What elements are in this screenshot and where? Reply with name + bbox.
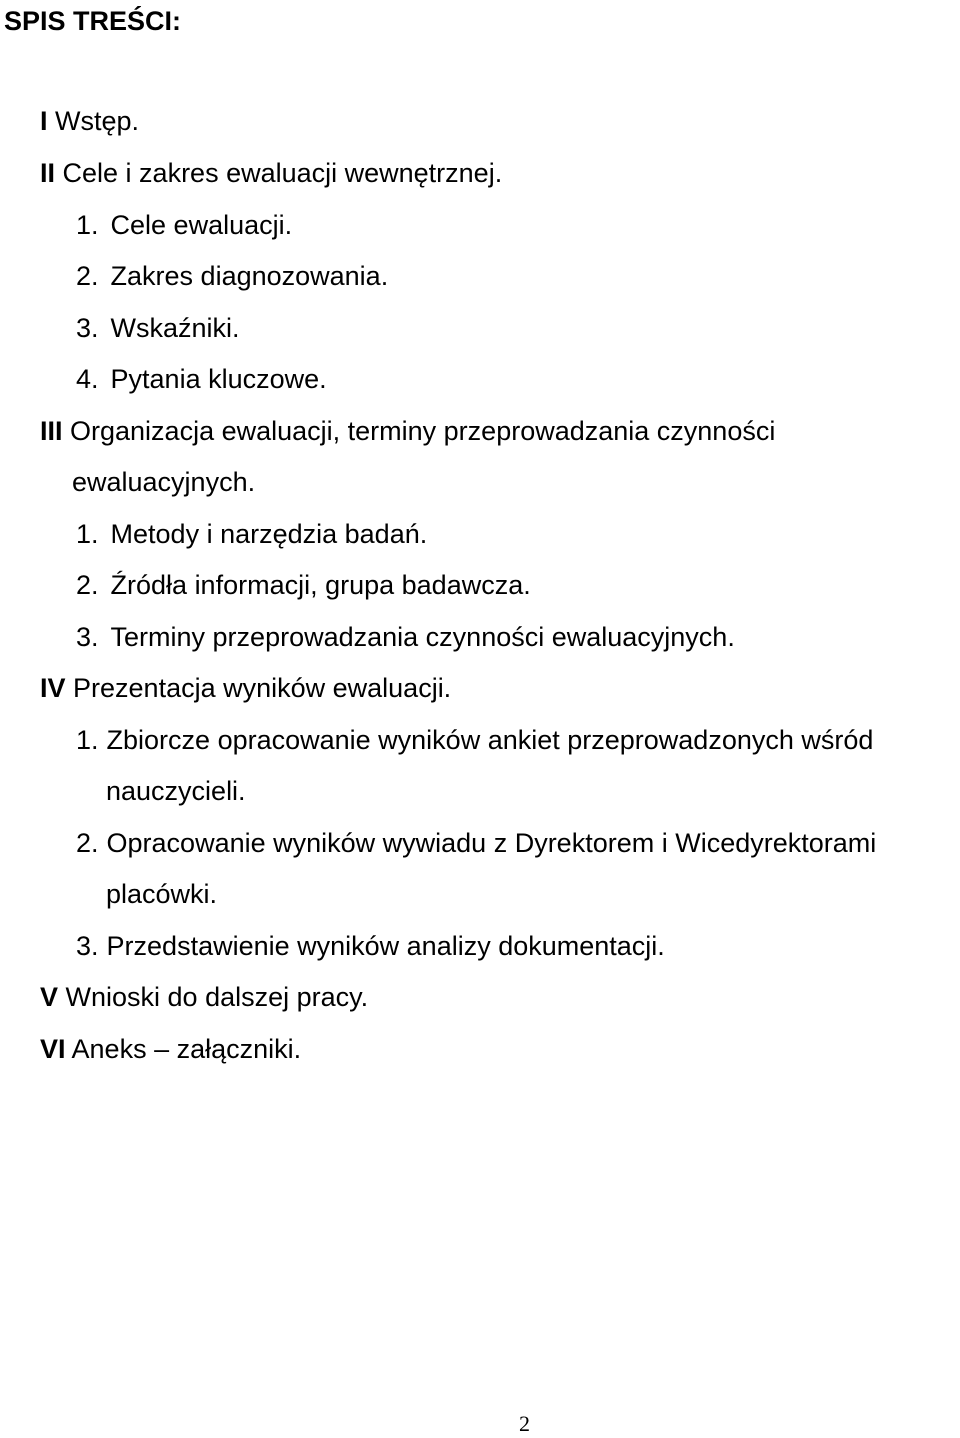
toc-text: Pytania kluczowe. bbox=[110, 364, 327, 394]
toc-entry-3-1 bbox=[76, 517, 427, 551]
toc-entry-4-2 bbox=[76, 826, 876, 860]
toc-roman: V bbox=[40, 982, 59, 1012]
toc-entry-1 bbox=[40, 104, 139, 138]
toc-text: Wskaźniki. bbox=[110, 313, 240, 343]
toc-number: 1. bbox=[76, 210, 99, 240]
toc-text: Aneks – załączniki. bbox=[65, 1034, 302, 1064]
toc-text: Źródła informacji, grupa badawcza. bbox=[110, 570, 531, 600]
toc-number: 3. bbox=[76, 622, 99, 652]
toc-entry-2-4 bbox=[76, 362, 327, 396]
toc-entry-3-continuation bbox=[72, 465, 255, 499]
toc-entry-2-2 bbox=[76, 259, 388, 293]
toc-entry-3 bbox=[40, 414, 775, 448]
toc-text: Wstęp. bbox=[47, 106, 140, 136]
toc-entry-4-3 bbox=[76, 929, 665, 963]
toc-text: Wnioski do dalszej pracy. bbox=[58, 982, 369, 1012]
toc-number: 2. bbox=[76, 261, 99, 291]
page-title: SPIS TREŚCI: bbox=[4, 6, 182, 36]
toc-entry-3-3 bbox=[76, 620, 735, 654]
toc-number: 3. bbox=[76, 931, 99, 961]
toc-text: Organizacja ewaluacji, terminy przeprowadzania czynności bbox=[62, 416, 776, 446]
toc-entry-2 bbox=[40, 156, 502, 190]
toc-number: 4. bbox=[76, 364, 99, 394]
toc-text: Cele ewaluacji. bbox=[110, 210, 293, 240]
toc-number: 3. bbox=[76, 313, 99, 343]
toc-entry-2-3 bbox=[76, 311, 240, 345]
toc-text: Przedstawienie wyników analizy dokumentacji. bbox=[106, 931, 665, 961]
toc-text: Cele i zakres ewaluacji wewnętrznej. bbox=[55, 158, 503, 188]
toc-text: ewaluacyjnych. bbox=[72, 467, 256, 497]
toc-number: 2. bbox=[76, 570, 99, 600]
toc-number: 1. bbox=[76, 725, 99, 755]
toc-entry-5 bbox=[40, 980, 368, 1014]
toc-entry-4-1-continuation bbox=[106, 774, 246, 808]
toc-entry-4-2-continuation bbox=[106, 877, 217, 911]
toc-text: Zbiorcze opracowanie wyników ankiet przeprowadzonych wśród bbox=[106, 725, 874, 755]
toc-text: placówki. bbox=[106, 879, 218, 909]
toc-text: nauczycieli. bbox=[106, 776, 246, 806]
toc-roman: VI bbox=[40, 1034, 66, 1064]
toc-roman: IV bbox=[40, 673, 66, 703]
toc-text: Zakres diagnozowania. bbox=[110, 261, 389, 291]
toc-roman: III bbox=[40, 416, 63, 446]
toc-entry-4 bbox=[40, 671, 451, 705]
toc-text: Metody i narzędzia badań. bbox=[110, 519, 428, 549]
toc-text: Terminy przeprowadzania czynności ewaluacyjnych. bbox=[110, 622, 735, 652]
toc-roman: I bbox=[40, 106, 48, 136]
toc-text: Prezentacja wyników ewaluacji. bbox=[65, 673, 452, 703]
toc-roman: II bbox=[40, 158, 56, 188]
toc-text: Opracowanie wyników wywiadu z Dyrektorem i Wicedyrektorami bbox=[106, 828, 877, 858]
page-number: 2 bbox=[519, 1411, 530, 1436]
toc-number: 2. bbox=[76, 828, 99, 858]
toc-entry-6 bbox=[40, 1032, 301, 1066]
toc-number: 1. bbox=[76, 519, 99, 549]
toc-entry-4-1 bbox=[76, 723, 873, 757]
toc-entry-2-1 bbox=[76, 208, 292, 242]
toc-entry-3-2 bbox=[76, 568, 531, 602]
